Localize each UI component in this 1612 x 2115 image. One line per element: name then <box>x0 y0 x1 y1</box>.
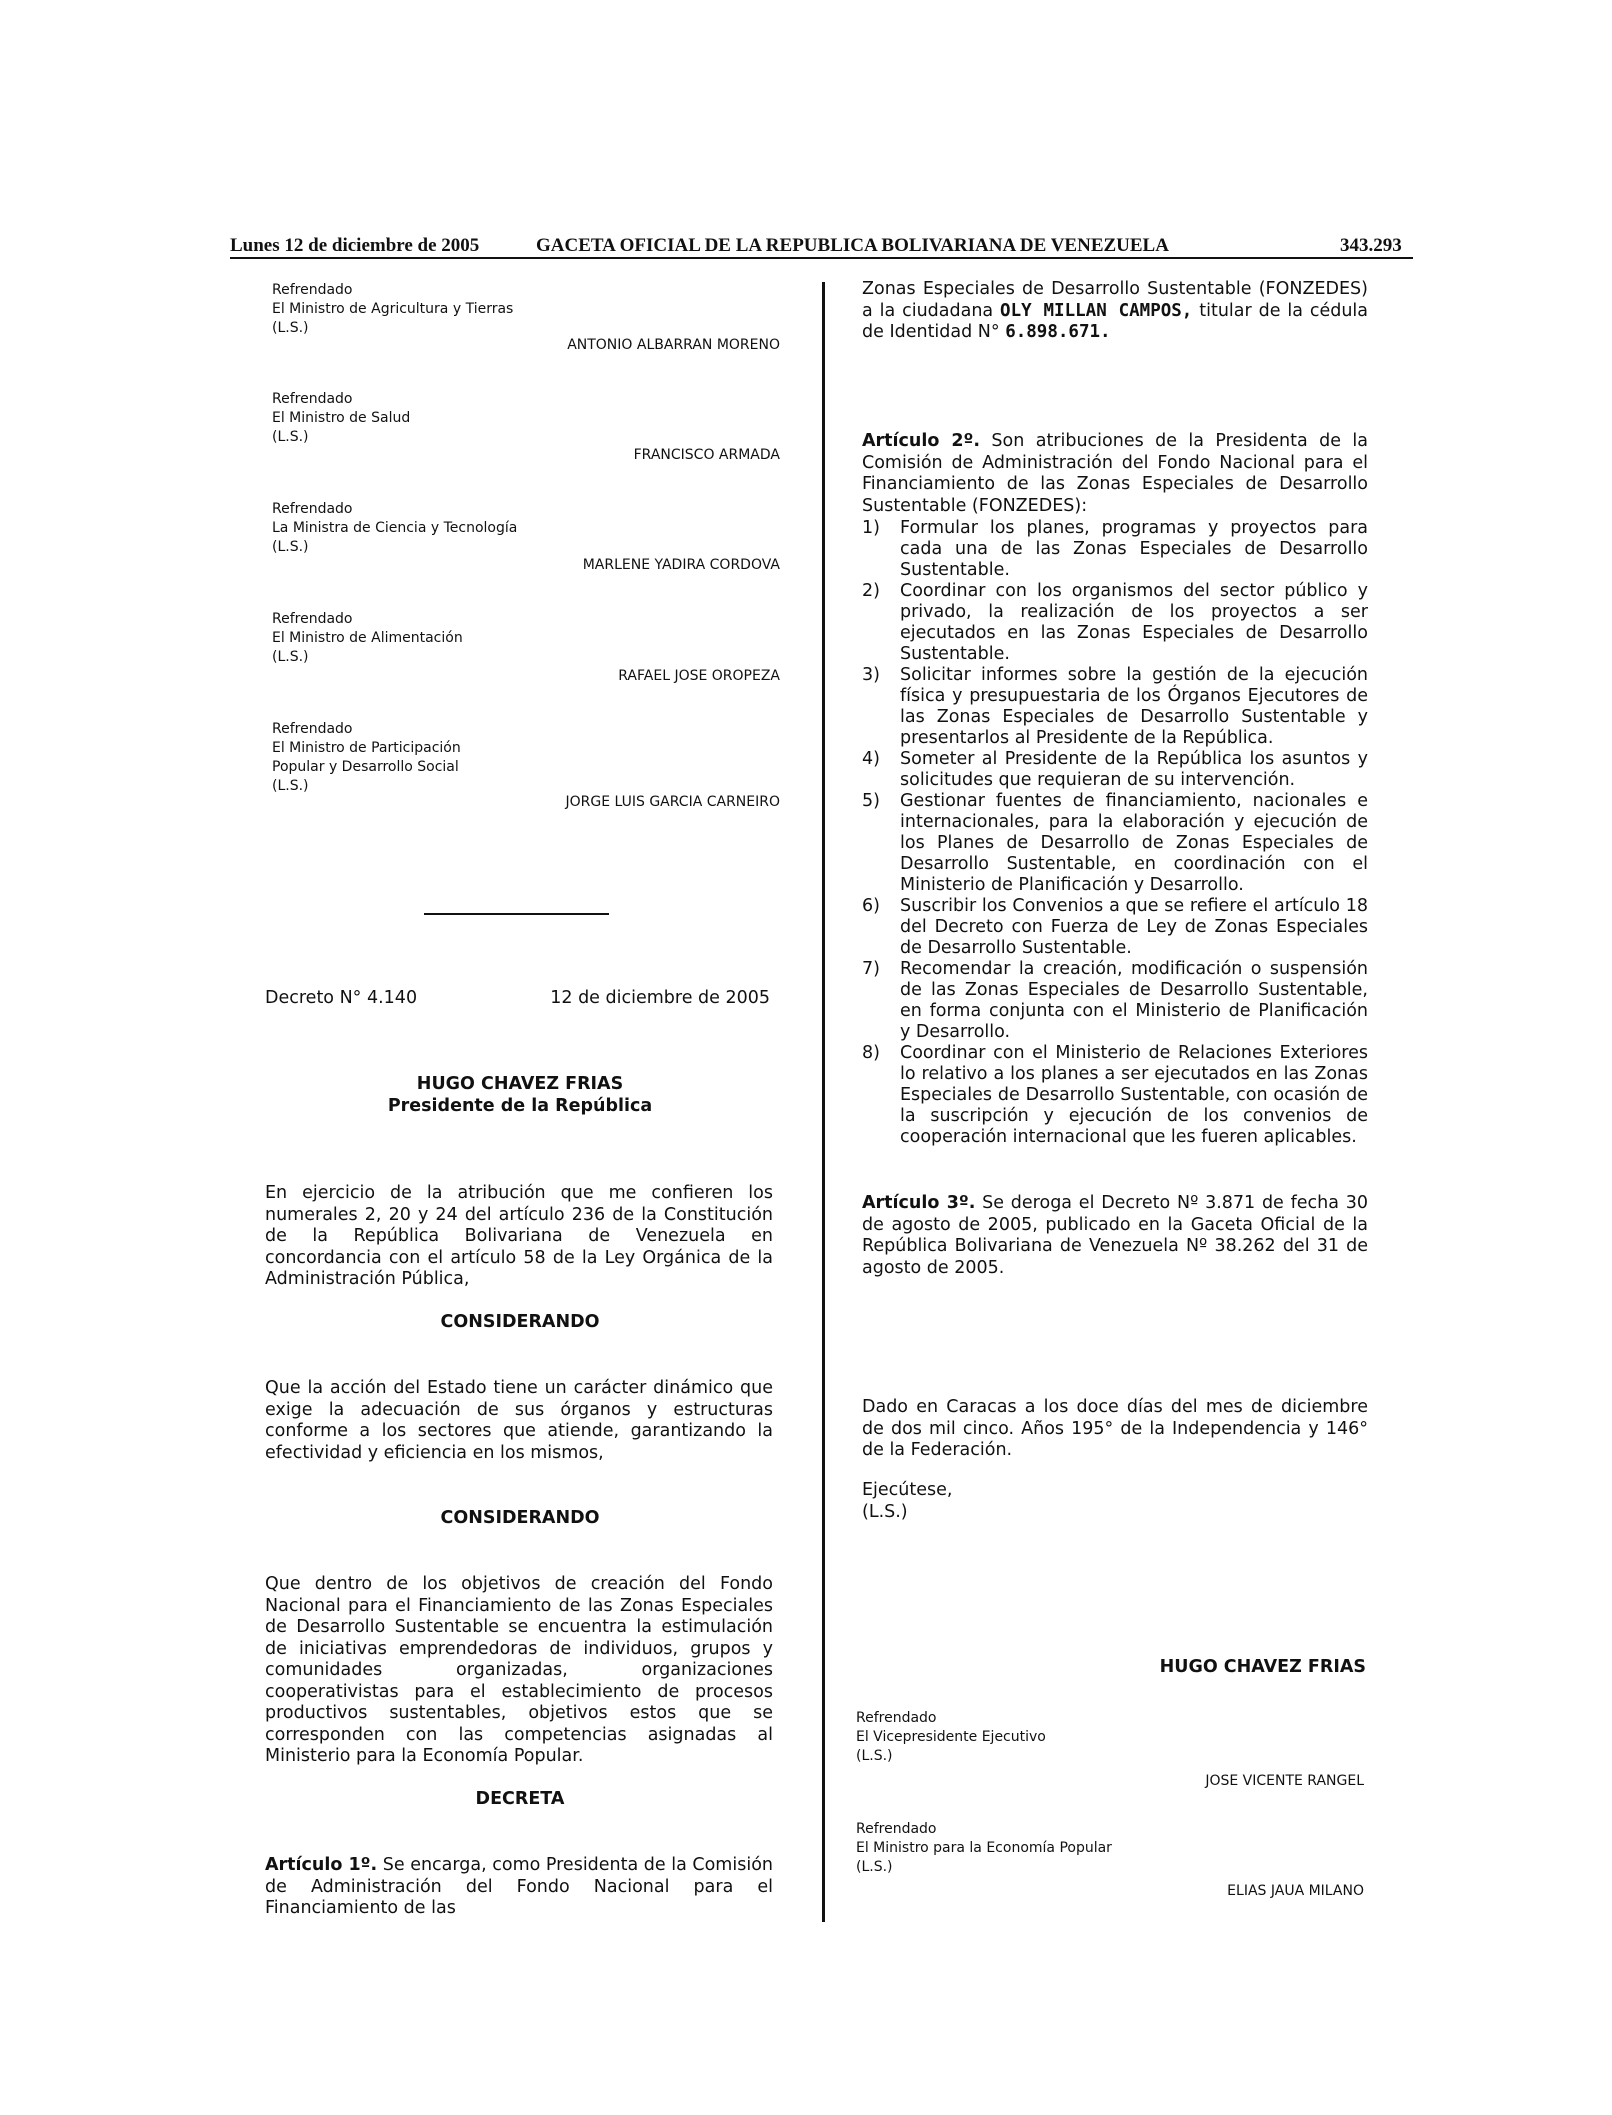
closing-paragraph: Dado en Caracas a los doce días del mes de diciembre de dos mil cinco. Años 195° de la Independencia y 146° de la Federación. <box>862 1397 1368 1460</box>
decreta-heading: DECRETA <box>475 1789 565 1809</box>
minister-signature: JORGE LUIS GARCIA CARNEIRO <box>565 794 780 810</box>
header-rule <box>230 257 1413 259</box>
minister-signature: ELIAS JAUA MILANO <box>1227 1883 1364 1899</box>
list-item: 4) Someter al Presidente de la República los asuntos y solicitudes que requieran de su intervención. <box>862 749 1368 790</box>
minister-block: Refrendado El Ministro de Agricultura y Tierras (L.S.) <box>272 282 514 336</box>
president-name: HUGO CHAVEZ FRIAS <box>416 1074 624 1094</box>
header-title: GACETA OFICIAL DE LA REPUBLICA BOLIVARIANA DE VENEZUELA <box>536 235 1169 256</box>
decree-date: 12 de diciembre de 2005 <box>550 988 770 1008</box>
article-2-list <box>862 518 1368 1148</box>
list-item: 2) Coordinar con los organismos del sector público y privado, la realización de los proyectos a ser ejecutados en las Zonas Especiales de Desarrollo Sustentable. <box>862 581 1368 664</box>
signer-name: HUGO CHAVEZ FRIAS <box>1159 1657 1366 1677</box>
article-3: Artículo 3º. Se deroga el Decreto Nº 3.871 de fecha 30 de agosto de 2005, publicado en la Gaceta Oficial de la República Bolivariana de Venezuela Nº 38.262 del 31 de agosto de 2005. <box>862 1193 1368 1278</box>
list-item: 7) Recomendar la creación, modificación o suspensión de las Zonas Especiales de Desarrollo Sustentable, en forma conjunta con el Ministerio de Planificación y Desarrollo. <box>862 959 1368 1042</box>
minister-signature: MARLENE YADIRA CORDOVA <box>582 557 780 573</box>
president-title: Presidente de la República <box>387 1096 653 1116</box>
article-1 <box>265 1855 773 1920</box>
ejecutese-seal: (L.S.) <box>862 1502 908 1522</box>
considerando-heading: CONSIDERANDO <box>440 1312 600 1332</box>
considerando-text: Que la acción del Estado tiene un carácter dinámico que exige la adecuación de sus órganos y estructuras conforme a los sectores que atiende, garantizando la efectividad y eficiencia en los mismos, <box>265 1378 773 1463</box>
list-item: 1) Formular los planes, programas y proyectos para cada una de las Zonas Especiales de Desarrollo Sustentable. <box>862 518 1368 580</box>
article-label: Artículo 2º. <box>862 431 981 451</box>
section-rule <box>424 913 609 915</box>
considerando-heading: CONSIDERANDO <box>440 1508 600 1528</box>
minister-block: Refrendado El Ministro de Salud (L.S.) <box>272 391 411 445</box>
article-1-continuation: Zonas Especiales de Desarrollo Sustentable (FONZEDES) a la ciudadana OLY MILLAN CAMPOS, titular de la cédula de Identidad N° 6.898.671. <box>862 279 1369 342</box>
article-label: Artículo 1º. <box>265 1855 378 1875</box>
appointee-id: 6.898.671. <box>1005 322 1111 342</box>
minister-block: Refrendado El Ministro de Participación Popular y Desarrollo Social (L.S.) <box>272 721 461 794</box>
minister-block: Refrendado La Ministra de Ciencia y Tecnología (L.S.) <box>272 501 518 555</box>
minister-signature: RAFAEL JOSE OROPEZA <box>618 668 780 684</box>
column-divider <box>822 282 825 1922</box>
minister-signature: ANTONIO ALBARRAN MORENO <box>567 337 780 353</box>
decree-number: Decreto N° 4.140 <box>265 988 418 1008</box>
article-label: Artículo 3º. <box>862 1193 976 1213</box>
list-item: 8) Coordinar con el Ministerio de Relaciones Exteriores lo relativo a los planes a ser ejecutados en las Zonas Especiales de Desarrollo Sustentable, con ocasión de la suscripción y ejecución de los convenios de cooperación internacional que les fueren aplicables. <box>862 1043 1368 1147</box>
list-item: 5) Gestionar fuentes de financiamiento, nacionales e internacionales, para la elaboración y ejecución de los Planes de Desarrollo de Zonas Especiales de Desarrollo Sustentable, en coordinación con el Ministerio de Planificación y Desarrollo. <box>862 791 1368 895</box>
considerando-text: Que dentro de los objetivos de creación del Fondo Nacional para el Financiamiento de las Zonas Especiales de Desarrollo Sustentable se encuentra la estimulación de iniciativas emprendedoras de individuos, grupos y comunidades organizadas, organizaciones cooperativistas para el establecimiento de procesos productivos sustentables, objetivos estos que se corresponden con las competencias asignadas al Ministerio para la Economía Popular. <box>265 1574 773 1766</box>
list-item: 3) Solicitar informes sobre la gestión de la ejecución física y presupuestaria de los Órganos Ejecutores de las Zonas Especiales de Desarrollo Sustentable y presentarlos al Presidente de la República. <box>862 665 1368 748</box>
list-item: 6) Suscribir los Convenios a que se refiere el artículo 18 del Decreto con Fuerza de Ley de Zonas Especiales de Desarrollo Sustentable. <box>862 896 1368 958</box>
minister-block: Refrendado El Ministro de Alimentación (L.S.) <box>272 611 463 665</box>
article-text: Se encarga, como Presidenta de la Comisión de Administración del Fondo Nacional para el Financiamiento de las <box>265 1855 773 1918</box>
ejecutese: Ejecútese, <box>862 1480 953 1500</box>
minister-block: Refrendado El Vicepresidente Ejecutivo (L.S.) <box>856 1710 1046 1764</box>
minister-signature: FRANCISCO ARMADA <box>633 447 780 463</box>
preamble: En ejercicio de la atribución que me confieren los numerales 2, 20 y 24 del artículo 236 de la Constitución de la República Bolivariana de Venezuela en concordancia con el artículo 58 de la Ley Orgánica de la Administración Pública, <box>265 1183 773 1289</box>
header-date: Lunes 12 de diciembre de 2005 <box>230 235 480 256</box>
header-page-number: 343.293 <box>1340 235 1402 256</box>
appointee-name: OLY MILLAN CAMPOS, <box>1000 300 1193 321</box>
article-2-intro: Artículo 2º. Son atribuciones de la Presidenta de la Comisión de Administración del Fondo Nacional para el Financiamiento de las Zonas Especiales de Desarrollo Sustentable (FONZEDES): <box>862 431 1368 516</box>
minister-block: Refrendado El Ministro para la Economía Popular (L.S.) <box>856 1821 1112 1875</box>
minister-signature: JOSE VICENTE RANGEL <box>1205 1773 1364 1789</box>
